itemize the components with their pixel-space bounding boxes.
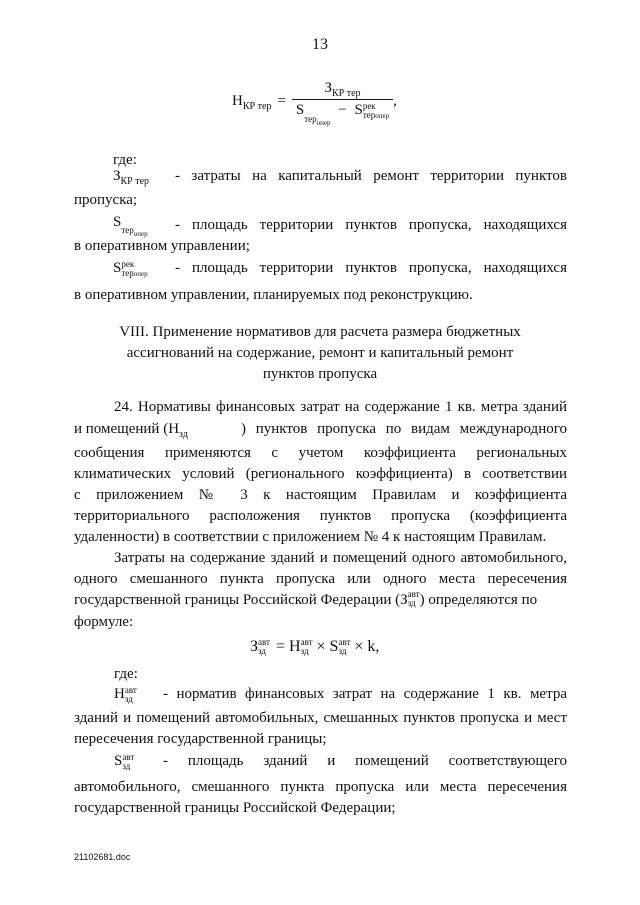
formula-capital-repair: [232, 76, 397, 126]
def-symbol: Sтер$_{опер}$: [113, 214, 148, 238]
para24-line: с приложением № 3 к настоящим Правилам и коэффициента: [74, 487, 567, 503]
def-symbol: S авт зд: [114, 751, 135, 771]
def-symbol: $З_{КР тер}$: [113, 168, 150, 187]
def-text: - площадь территории пунктов пропуска, находящихся: [175, 260, 567, 276]
costs-line: одного смешанного пункта пропуска или одного места пересечения: [74, 571, 567, 587]
def-text: - площадь зданий и помещений соответствующего: [163, 753, 567, 769]
def-symbol: S рек теропер: [113, 259, 148, 278]
definition-row: [114, 684, 567, 705]
where-label: где:: [113, 152, 137, 168]
def-continuation: государственной границы Российской Федерации;: [74, 800, 396, 816]
section-title-line: ассигнований на содержание, ремонт и капитальный ремонт: [126, 345, 514, 361]
def-continuation: в оперативном управлении, планируемых под реконструкцию.: [74, 287, 473, 303]
costs-line: государственной границы Российской Федерации (З авт зд ) определяются по: [74, 589, 538, 608]
para24-line: удаленности) в соответствии с приложением № 4 к настоящим Правилам.: [74, 529, 547, 545]
section-title: [74, 322, 566, 385]
page-number: 13: [312, 36, 328, 53]
section-title-line: пунктов пропуска: [262, 366, 378, 382]
formula-numerator: $З_{КР тер}$: [292, 78, 393, 100]
para24-line: территориального расположения пунктов пропуска (коэффициента: [74, 508, 567, 524]
formula-denominator: Sтер$_{опер}$ − S рек теропер: [295, 100, 390, 127]
def-continuation: пересечения государственной границы;: [74, 731, 327, 747]
costs-line: Затраты на содержание зданий и помещений одного автомобильного,: [114, 550, 567, 566]
para24-line: климатических условий (регионального коэффициента) в соответствии: [74, 466, 567, 482]
formula-lhs: $Н_{КР тер}$: [232, 92, 272, 112]
para24-line: сообщения применяются с учетом коэффициента региональных: [74, 445, 567, 461]
formula-comma: ,: [393, 92, 397, 109]
def-continuation: пропуска;: [74, 192, 138, 208]
formula-equals: =: [277, 92, 286, 109]
def-continuation: в оперативном управлении;: [74, 238, 250, 254]
para24-line: и помещений ($Н_{зд}$ ) пунктов пропуска по видам международного: [74, 421, 567, 440]
definition-row: [113, 166, 567, 187]
definition-row: [113, 258, 567, 279]
def-text: - норматив финансовых затрат на содержание 1 кв. метра: [163, 686, 567, 702]
def-symbol: Н авт зд: [114, 684, 137, 704]
section-title-line: VIII. Применение нормативов для расчета размера бюджетных: [119, 324, 521, 340]
def-text: - затраты на капитальный ремонт территории пунктов: [175, 168, 567, 184]
costs-line: формуле:: [74, 614, 134, 630]
where-label: где:: [114, 666, 138, 682]
footer-doc-name: 21102681.doc: [74, 852, 131, 862]
para24-line: 24. Нормативы финансовых затрат на содержание 1 кв. метра зданий: [114, 399, 567, 415]
def-continuation: автомобильного, смешанного пункта пропуска или места пересечения: [74, 779, 567, 795]
formula-building-costs: З авт зд = Н авт зд × S авт зд × k,: [250, 636, 380, 656]
formula-fraction: [292, 78, 393, 125]
def-text: - площадь территории пунктов пропуска, находящихся: [175, 217, 567, 233]
definition-row: [114, 751, 567, 772]
def-continuation: зданий и помещений автомобильных, смешанных пунктов пропуска и мест: [74, 710, 567, 726]
definition-row: [113, 212, 567, 236]
